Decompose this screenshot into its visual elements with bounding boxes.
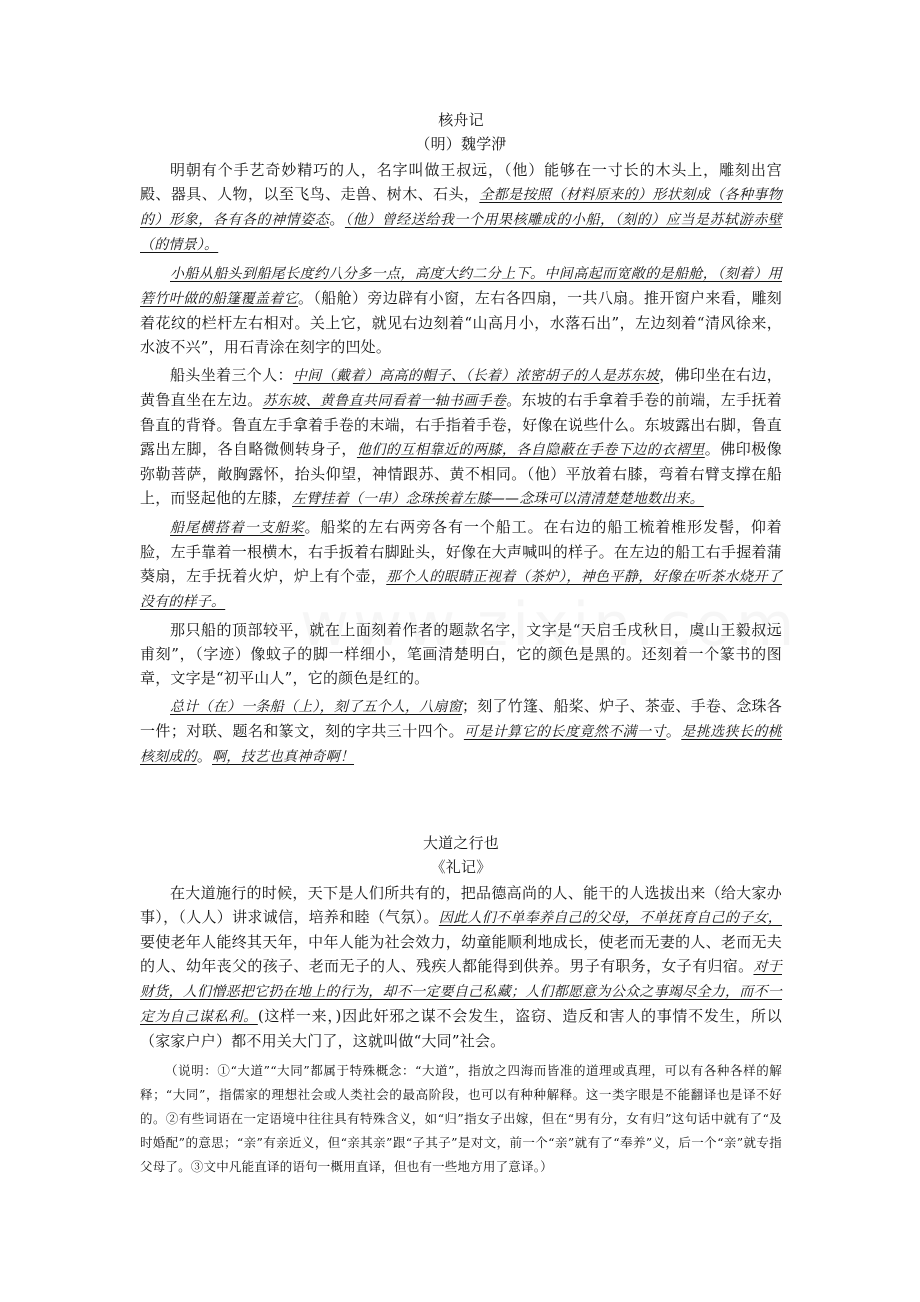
section1-paragraph-6 (140, 694, 782, 769)
translation-segment: ；刻了竹篷、船桨、炉子、茶壶、手卷、念珠各一件；对联、题名和篆文，刻的字共三十四个。 (140, 697, 782, 740)
underlined-translation-segment: 小船从船头到船尾长度约八分多一点，高度大约二分上下。中间高起而宽敞的是船舱，（刻着）用箬竹叶做的船篷覆盖着它 (140, 266, 782, 307)
translation-segment: (这样一来，)因此奸邪之谋不会发生，盗窃、造反和害人的事情不发生，所以（家家户户）都不用关大门了，这就叫做“大同”社会。 (140, 1007, 782, 1050)
translation-segment: 明朝有个手艺奇妙精巧的人，名字叫做王叔远，（他）能够在一寸长的木头上，雕刻出宫殿、器具、人物，以至飞鸟、走兽、树木、石头， (140, 161, 782, 203)
underlined-translation-segment: （他）曾经送给我一个用果核雕成的小船，（刻的）应当是苏轼游赤壁（的情景）。 (140, 212, 783, 253)
translation-segment: 在大道施行的时候，天下是人们所共有的，把品德高尚的人、能干的人选拔出来（给大家办事），（人人）讲求诚信，培养和睦（气氛）。 (140, 884, 782, 926)
translation-segment: 。船桨的左右两旁各有一个船工。在右边的船工梳着椎形发髻，仰着脸，左手靠着一根横木，右手扳着右脚趾头，好像在大声喊叫的样子。在左边的船工右手握着蒲葵扇，左手抚着火炉，炉上有个壶， (140, 518, 782, 585)
underlined-translation-segment: 他们的互相靠近的两膝，各自隐蔽在手卷下边的衣褶里 (356, 442, 705, 458)
section2-title: 大道之行也 (422, 834, 499, 852)
section1-paragraph-4 (140, 515, 782, 614)
underlined-translation-segment: 船尾横搭着一支船桨 (170, 520, 305, 536)
section1-paragraph-3 (140, 363, 782, 511)
document-page (140, 108, 782, 1179)
underlined-translation-segment: 左臂挂着（一串）念珠挨着左膝——念珠可以清清楚楚地数出来。 (292, 491, 704, 507)
section-gap (140, 773, 782, 831)
translation-segment: 。 (196, 747, 213, 765)
underlined-translation-segment: 是挑选狭长的桃核刻成的 (140, 724, 783, 765)
underlined-translation-segment: 苏东坡、黄鲁直共同看着一轴书画手卷 (262, 393, 507, 409)
section2-paragraph-1 (140, 881, 782, 1053)
translation-segment: 。 (665, 722, 682, 740)
underlined-translation-segment: 啊，技艺也真神奇啊！ (212, 749, 355, 765)
section1-paragraph-2 (140, 261, 782, 359)
translation-segment: 。（船舱）旁边辟有小窗，左右各四扇，一共八扇。推开窗户来看，雕刻着花纹的栏杆左右相对。关上它，就见右边刻着“山高月小，水落石出”，左边刻着“清风徐来，水波不兴”，用石青涂在刻字的凹处。 (140, 289, 783, 356)
translation-segment: 那只船的顶部较平，就在上面刻着作者的题款名字，文字是“天启壬戌秋日，虞山王毅叔远甫刻”，（字迹）像蚊子的脚一样细小，笔画清楚明白，它的颜色是黑的。还刻着一个篆书的图章，文字是“初平山人”，它的颜色是红的。 (140, 621, 782, 687)
translation-segment: ，佛印坐在右边，黄鲁直坐在左边。 (140, 366, 782, 409)
underlined-translation-segment: 对于财货，人们憎恶把它扔在地上的行为，却不一定要自己私藏；人们都愿意为公众之事竭尽全力，而不一定为自己谋私利。 (140, 959, 782, 1025)
section1-author: （明）魏学洢 (415, 135, 507, 153)
translation-segment: 。佛印极像弥勒菩萨，敞胸露怀，抬头仰望，神情跟苏、黄不相同。（他）平放着右膝，弯着右臂支撑在船上，而竖起他的左膝， (140, 440, 782, 507)
explanatory-note: （说明：①“大道”“大同”都属于特殊概念：“大道”，指放之四海而皆准的道理或真理，可以有各种各样的解释；“大同”，指儒家的理想社会或人类社会的最高阶段，也可以有种种解释。这一类字眼是不能翻译也是译不好的。②有些词语在一定语境中往往具有特殊含义，如“归”指女子出嫁，但在“男有分，女有归”这句话中就有了“及时婚配”的意思；“亲”有亲近义，但“亲其亲”跟“子其子”是对文，前一个“亲”就有了“奉养”义，后一个“亲”就专指父母了。③文中凡能直译的语句一概用直译，但也有一些地方用了意译。） (140, 1063, 782, 1174)
underlined-translation-segment: 中间（戴着）高高的帽子、（长着）浓密胡子的人是苏东坡 (292, 368, 660, 384)
section1-title: 核舟记 (438, 111, 484, 129)
underlined-translation-segment: 全都是按照（材料原来的）形状刻成（各种事物的）形象，各有各的神情姿态 (140, 187, 782, 228)
underlined-translation-segment: 可是计算它的长度竟然不满一寸 (463, 724, 666, 740)
translation-segment: 。东坡的右手拿着手卷的前端，左手抚着鲁直的背脊。鲁直左手拿着手卷的末端，右手指着手卷，好像在说些什么。东坡露出右脚，鲁直露出左脚，各自略微侧转身子， (140, 391, 782, 458)
translation-segment: 要使老年人能终其天年，中年人能为社会效力，幼童能顺利地成长，使老而无妻的人、老而无夫的人、幼年丧父的孩子、老而无子的人、残疾人都能得到供养。男子有职务，女子有归宿。 (140, 933, 782, 975)
translation-segment: 。 (329, 210, 345, 228)
underlined-translation-segment: 因此人们不单奉养自己的父母，不单抚育自己的子女， (438, 910, 782, 926)
section1-paragraph-1 (140, 158, 782, 257)
underlined-translation-segment: 总计（在）一条船（上），刻了五个人，八扇窗 (170, 699, 463, 715)
section2-author: 《礼记》 (430, 858, 492, 876)
section1-paragraph-5 (140, 618, 782, 690)
underlined-translation-segment: 那个人的眼睛正视着（茶炉），神色平静，好像在听茶水烧开了没有的样子。 (140, 569, 782, 610)
translation-segment: 船头坐着三个人： (170, 366, 293, 384)
